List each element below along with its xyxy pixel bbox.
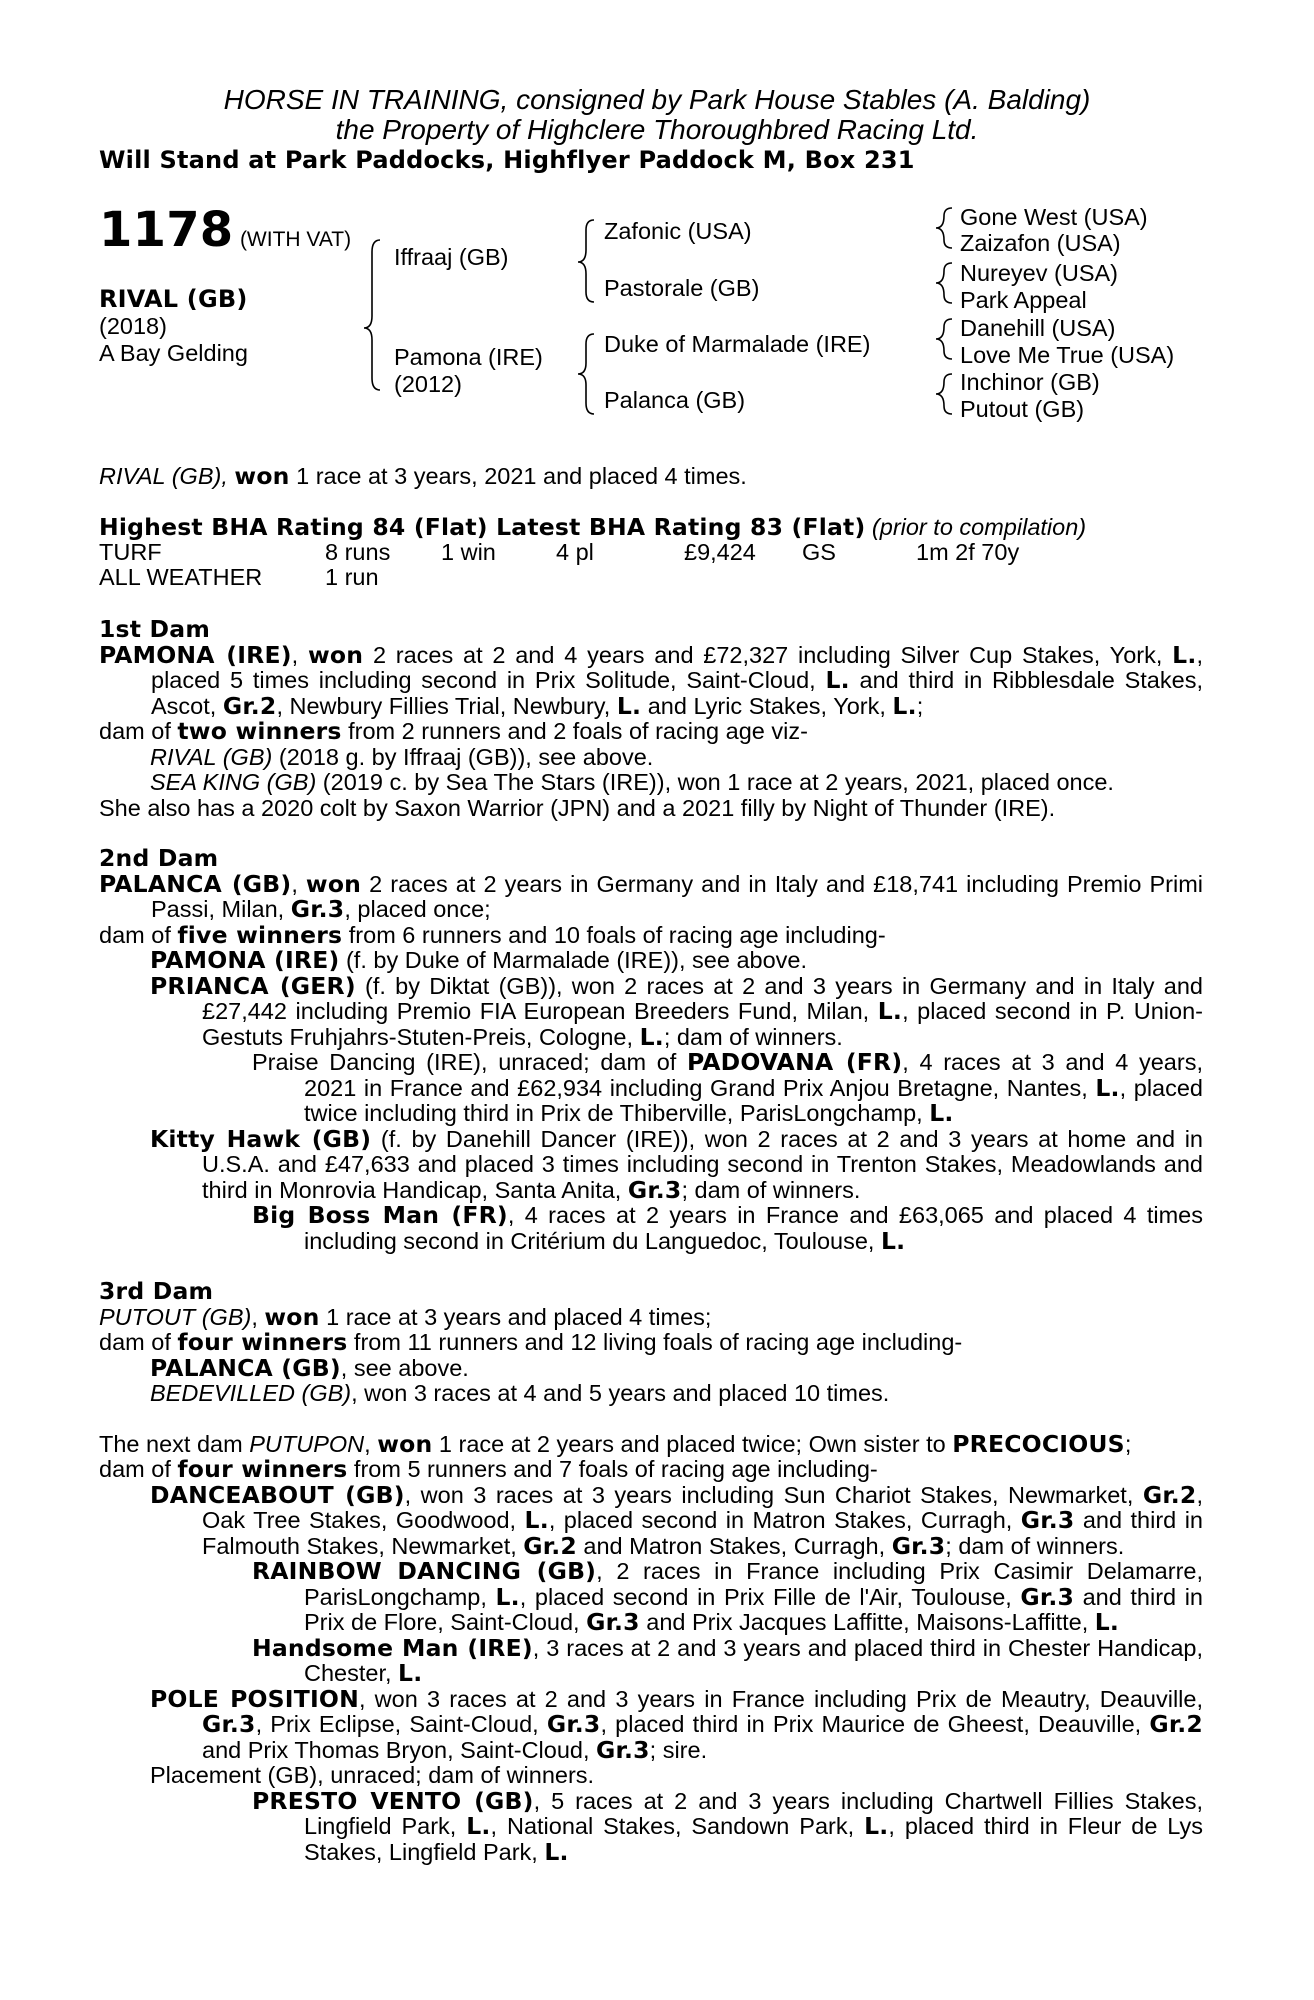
text-run: won (264, 1302, 320, 1331)
text-run: L. (466, 1812, 491, 1840)
rating-values: Highest BHA Rating 84 (Flat) Latest BHA Rating 83 (Flat) (99, 513, 866, 541)
text-run: , (251, 1303, 265, 1330)
sire-name: Iffraaj (GB) (394, 244, 509, 270)
property-line: the Property of Highclere Thoroughbred Racing Ltd. (335, 114, 979, 145)
text-run: L. (639, 1022, 664, 1051)
text-run: Gr.3 (290, 895, 345, 923)
text-run: PADOVANA (FR) (686, 1048, 903, 1076)
text-run: DANCEABOUT (GB) (150, 1480, 405, 1509)
second-dam-record (99, 869, 1203, 923)
second-dam-produce-summary (99, 920, 1203, 949)
text-run: ; sire. (649, 1736, 708, 1763)
produce-entry (99, 1559, 1203, 1636)
text-run: and Prix Jacques Laffitte, Maisons-Laffitte, (639, 1609, 1095, 1635)
produce-entry (99, 1050, 1203, 1127)
first-dam-produce-summary (99, 719, 1203, 745)
horse-name: RIVAL (GB) (99, 285, 248, 313)
text-run: , 2 races in France including Prix Casimir Delamarre, ParisLongchamp, (304, 1558, 1203, 1610)
sire-dam-name: Pastorale (GB) (604, 275, 760, 301)
fourth-dam-produce-summary (99, 1457, 1203, 1483)
text-run: ; dam of winners. (945, 1532, 1125, 1559)
text-run: L. (544, 1837, 569, 1866)
text-run: and third in Prix de Flore, Saint-Cloud, (304, 1583, 1203, 1635)
text-run: L. (1095, 1073, 1120, 1102)
text-run: won (377, 1429, 433, 1458)
text-run: , Newbury Fillies Trial, Newbury, (276, 692, 617, 719)
summary-horse: RIVAL (GB), (99, 463, 228, 489)
dam-dam-name: Palanca (GB) (604, 387, 746, 413)
text-run: 1 race at 3 years and placed 4 times; (319, 1303, 712, 1330)
text-run: (2018 g. by Iffraaj (GB)), see above. (272, 743, 654, 770)
text-run: dam of (99, 718, 178, 744)
text-run: PUTUPON (249, 1430, 365, 1457)
text-run: Gr.3 (202, 1710, 256, 1738)
text-run: and Matron Stakes, Curragh, (576, 1532, 892, 1559)
turf-wins: 1 win (441, 539, 496, 565)
text-run: Gr.3 (596, 1735, 650, 1764)
text-run: Gr.2 (1142, 1480, 1197, 1509)
text-run: , Prix Eclipse, Saint-Cloud, (255, 1711, 547, 1737)
text-run: two winners (177, 717, 342, 745)
consignment-line: HORSE IN TRAINING, consigned by Park House Stables (A. Balding) (223, 84, 1091, 115)
text-run: ; (1124, 1430, 1132, 1457)
dam-sire-name: Duke of Marmalade (IRE) (604, 331, 871, 357)
produce-record (99, 617, 1203, 1865)
text-run: Gr.2 (222, 691, 277, 720)
stand-location: Will Stand at Park Paddocks, Highflyer Paddock M, Box 231 (99, 146, 915, 174)
text-run: The next dam (99, 1430, 250, 1457)
text-run: L. (881, 1226, 906, 1255)
dam-year: (2012) (394, 371, 462, 397)
text-run: L. (892, 691, 917, 720)
text-run: Gr.3 (1020, 1582, 1075, 1611)
third-dam-produce-summary (99, 1330, 1203, 1356)
text-run: , won 3 races at 3 years including Sun Chariot Stakes, Newmarket, (404, 1481, 1143, 1508)
text-run: Gr.3 (627, 1175, 682, 1204)
text-run: , 4 races at 2 years in France and £63,065 and placed 4 times including second in Critérium du Languedoc, Toulouse, (304, 1202, 1203, 1254)
text-run: four winners (177, 1328, 348, 1356)
text-run: , placed twice including third in Prix de Thiberville, ParisLongchamp, (304, 1074, 1204, 1126)
text-run: from 6 runners and 10 foals of racing age including- (342, 921, 886, 948)
gen3-name: Love Me True (USA) (960, 342, 1175, 368)
produce-entry (99, 1124, 1203, 1204)
text-run: five winners (177, 920, 343, 949)
text-run: L. (495, 1582, 520, 1611)
aw-label: ALL WEATHER (99, 564, 263, 590)
gen3-name: Putout (GB) (960, 396, 1085, 422)
text-run: L. (1094, 1608, 1120, 1636)
text-run: Gr.3 (1020, 1506, 1075, 1534)
text-run: , Oak Tree Stakes, Goodwood, (202, 1481, 1203, 1533)
text-run: POLE POSITION (150, 1684, 359, 1713)
gen3-name: Inchinor (GB) (960, 369, 1100, 395)
first-dam-heading: 1st Dam (99, 615, 211, 643)
sire-sire-name: Zafonic (USA) (604, 218, 752, 244)
second-dam-section (99, 846, 1203, 1254)
text-run: L. (524, 1506, 549, 1534)
text-run: L. (877, 997, 903, 1025)
text-run: BEDEVILLED (GB) (150, 1380, 352, 1406)
race-summary (99, 464, 747, 490)
text-run: and third in Falmouth Stakes, Newmarket, (202, 1507, 1203, 1559)
produce-entry (99, 1480, 1203, 1560)
text-run: Gr.2 (523, 1531, 577, 1560)
text-run: PAMONA (IRE) (99, 640, 292, 669)
text-run: , 5 races at 2 and 3 years including Chartwell Fillies Stakes, Lingfield Park, (304, 1787, 1203, 1839)
text-run: , placed second in P. Union-Gestuts Fruhjahrs-Stuten-Preis, Cologne, (202, 998, 1203, 1050)
text-run: four winners (177, 1455, 348, 1483)
gen3-name: Zaizafon (USA) (960, 230, 1121, 256)
text-run: L. (929, 1099, 954, 1127)
third-dam-section (99, 1279, 1203, 1407)
sire-dam-brace (364, 240, 380, 390)
text-run: from 5 runners and 7 foals of racing age including- (347, 1456, 878, 1482)
second-dam-heading: 2nd Dam (99, 844, 219, 872)
text-run: , placed third in Prix Maurice de Gheest, Deauville, (600, 1711, 1150, 1737)
text-run: PALANCA (GB) (150, 1353, 341, 1382)
text-run: ; dam of winners. (663, 1023, 843, 1050)
turf-placings: 4 pl (556, 539, 594, 565)
text-run: (f. by Duke of Marmalade (IRE)), see above. (339, 947, 808, 973)
bha-ratings (99, 515, 1086, 541)
text-run: , see above. (340, 1354, 469, 1381)
text-run: , (291, 641, 308, 668)
gen3-name: Nureyev (USA) (960, 260, 1119, 286)
dam-name: Pamona (IRE) (394, 344, 543, 370)
text-run: SEA KING (GB) (150, 769, 317, 795)
text-run: PUTOUT (GB) (99, 1303, 252, 1330)
turf-earnings: £9,424 (684, 539, 756, 565)
text-run: 1 race at 2 years and placed twice; Own sister to (432, 1430, 953, 1457)
third-dam-heading: 3rd Dam (99, 1277, 214, 1305)
text-run: won (307, 640, 364, 669)
turf-going: GS (802, 539, 836, 565)
text-run: , 3 races at 2 and 3 years and placed third in Chester Handicap, Chester, (304, 1634, 1203, 1686)
text-run: L. (616, 691, 642, 720)
text-run: and Prix Thomas Bryon, Saint-Cloud, (202, 1736, 597, 1763)
fourth-dam-record (99, 1429, 1203, 1458)
text-run: , 4 races at 3 and 4 years, 2021 in France and £62,934 including Grand Prix Anjou Bretagne, Nantes, (304, 1049, 1203, 1101)
text-run: Gr.3 (586, 1608, 640, 1636)
lot-number: 1178 (99, 202, 234, 258)
text-run: 2 races at 2 and 4 years and £72,327 including Silver Cup Stakes, York, (363, 641, 1173, 668)
text-run: L. (825, 666, 850, 694)
text-run: (2019 c. by Sea The Stars (IRE)), won 1 race at 2 years, 2021, placed once. (316, 769, 1114, 795)
text-run: ; dam of winners. (681, 1176, 861, 1203)
text-run: (f. by Danehill Dancer (IRE)), won 2 races at 2 and 3 years at home and in U.S.A. and £47,633 and placed 3 times including second in Trenton Stakes, Meadowlands and third in Monrovia Handicap, Santa Anita, (202, 1125, 1203, 1203)
fourth-dam-section (99, 1429, 1204, 1866)
text-run: RIVAL (GB) (150, 743, 273, 770)
produce-entry (99, 770, 1203, 796)
text-run: ; (916, 692, 924, 719)
text-run: PAMONA (IRE) (150, 946, 340, 974)
text-run: PRECOCIOUS (952, 1429, 1125, 1458)
turf-distance: 1m 2f 70y (916, 539, 1020, 565)
text-run: PRESTO VENTO (GB) (252, 1786, 534, 1815)
text-run: L. (864, 1812, 889, 1840)
text-run: Praise Dancing (IRE), unraced; dam of (252, 1049, 687, 1075)
first-dam-foals-note: She also has a 2020 colt by Saxon Warrior (JPN) and a 2021 filly by Night of Thunder (IRE). (99, 794, 1056, 821)
text-run: Gr.3 (891, 1531, 946, 1560)
text-run: Big Boss Man (FR) (252, 1201, 508, 1229)
gen3-name: Park Appeal (960, 287, 1087, 313)
produce-entry (99, 745, 1203, 771)
summary-record: 1 race at 3 years, 2021 and placed 4 times. (296, 463, 747, 489)
produce-entry (99, 948, 1203, 974)
produce-entry (99, 1786, 1204, 1866)
text-run: (f. by Diktat (GB)), won 2 races at 2 and 3 years in Germany and in Italy and £27,442 including Premio FIA European Breeders Fund, Milan, (202, 972, 1203, 1024)
dam-brace (578, 334, 594, 414)
horse-description: A Bay Gelding (99, 340, 248, 366)
text-run: , placed once; (344, 896, 491, 922)
text-run: dam of (99, 1456, 178, 1482)
text-run: Handsome Man (IRE) (252, 1633, 533, 1662)
text-run: won (305, 869, 362, 898)
gen3-name: Danehill (USA) (960, 315, 1116, 341)
text-run: , placed second in Prix Fille de l'Air, Toulouse, (519, 1583, 1021, 1610)
text-run: RAINBOW DANCING (GB) (252, 1557, 597, 1585)
turf-label: TURF (99, 539, 162, 565)
text-run: PALANCA (GB) (99, 869, 292, 898)
text-run: 2 races at 2 years in Germany and in Italy and £18,741 including Premio Primi Passi, Milan, (151, 870, 1203, 922)
text-run: L. (398, 1659, 423, 1687)
produce-entry (99, 1381, 1203, 1407)
text-run: , placed third in Fleur de Lys Stakes, Lingfield Park, (304, 1813, 1204, 1865)
produce-entry (99, 971, 1203, 1051)
text-run: , (364, 1430, 378, 1457)
first-dam-record (99, 640, 1203, 720)
summary-won: won (234, 462, 290, 490)
produce-entry (99, 1203, 1203, 1254)
text-run: Kitty Hawk (GB) (150, 1124, 372, 1153)
text-run: from 2 runners and 2 foals of racing age viz- (341, 718, 808, 744)
produce-entry (99, 1633, 1203, 1687)
produce-entry (99, 1353, 1203, 1382)
text-run: dam of (99, 921, 178, 948)
produce-entry (99, 1684, 1203, 1764)
text-run: dam of (99, 1329, 178, 1355)
gen3-name: Gone West (USA) (960, 204, 1148, 230)
produce-entry: Placement (GB), unraced; dam of winners. (150, 1762, 595, 1788)
rating-note: (prior to compilation) (871, 514, 1087, 540)
sire-brace (578, 220, 594, 302)
first-dam-section (99, 617, 1203, 821)
text-run: , placed 5 times including second in Prix Solitude, Saint-Cloud, (151, 641, 1203, 693)
vat-note: (WITH VAT) (239, 228, 352, 251)
text-run: and third in Ribblesdale Stakes, Ascot, (151, 667, 1203, 719)
text-run: Gr.3 (546, 1710, 601, 1738)
aw-runs: 1 run (325, 564, 379, 590)
text-run: , (291, 870, 306, 897)
turf-runs: 8 runs (325, 539, 391, 565)
text-run: and Lyric Stakes, York, (641, 692, 893, 719)
third-dam-record (99, 1302, 1203, 1331)
text-run: Gr.2 (1149, 1710, 1203, 1738)
text-run: from 11 runners and 12 living foals of racing age including- (347, 1329, 963, 1355)
text-run: , National Stakes, Sandown Park, (490, 1813, 865, 1839)
horse-year: (2018) (99, 313, 167, 339)
text-run: L. (1172, 640, 1197, 669)
text-run: , won 3 races at 4 and 5 years and placed 10 times. (351, 1380, 890, 1406)
text-run: PRIANCA (GER) (150, 971, 356, 1000)
text-run: , placed second in Matron Stakes, Curragh, (548, 1507, 1021, 1533)
text-run: , won 3 races at 2 and 3 years in France including Prix de Meautry, Deauville, (358, 1685, 1203, 1712)
